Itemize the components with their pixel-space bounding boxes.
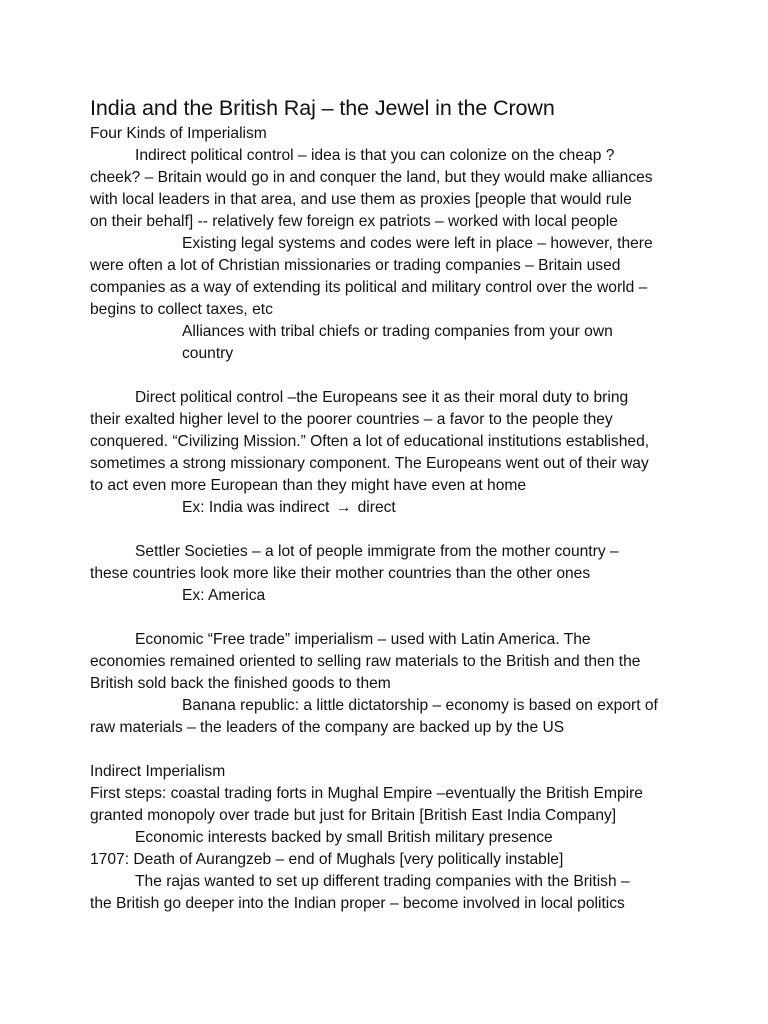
text-line: British sold back the finished goods to them (90, 675, 391, 692)
text-line: Direct political control –the Europeans see it as their moral duty to bring (135, 389, 629, 406)
blank-line (90, 519, 690, 541)
text-line: cheek? – Britain would go in and conquer the land, but they would make alliances (90, 169, 653, 186)
line-text: Ex: India was indirect (182, 499, 330, 516)
blank-line (90, 607, 690, 629)
right-arrow-icon: → (335, 499, 352, 516)
text-line: on their behalf] -- relatively few foreign ex patriots – worked with local people (90, 213, 618, 230)
line-text: direct (357, 499, 396, 516)
text-line: Ex: America (182, 587, 266, 604)
document-body (90, 94, 690, 915)
text-line: Four Kinds of Imperialism (90, 125, 267, 142)
text-line: companies as a way of extending its political and military control over the world – (90, 279, 648, 296)
text-line: Economic interests backed by small British military presence (135, 829, 553, 846)
text-line: conquered. “Civilizing Mission.” Often a lot of educational institutions established, (90, 433, 650, 450)
text-line: Banana republic: a little dictatorship – economy is based on export of (182, 697, 658, 714)
text-line: First steps: coastal trading forts in Mughal Empire –eventually the British Empire (90, 785, 643, 802)
text-line: Alliances with tribal chiefs or trading companies from your own (182, 323, 613, 340)
text-line: with local leaders in that area, and use them as proxies [people that would rule (90, 191, 632, 208)
text-line: granted monopoly over trade but just for Britain [British East India Company] (90, 807, 617, 824)
text-line: Indirect political control – idea is that you can colonize on the cheap ? (135, 147, 615, 164)
text-line: economies remained oriented to selling raw materials to the British and then the (90, 653, 641, 670)
text-line: their exalted higher level to the poorer countries – a favor to the people they (90, 411, 613, 428)
blank-line (90, 365, 690, 387)
text-line: raw materials – the leaders of the company are backed up by the US (90, 719, 565, 736)
text-line: 1707: Death of Aurangzeb – end of Mughals [very politically instable] (90, 851, 564, 868)
text-line: The rajas wanted to set up different trading companies with the British – (135, 873, 630, 890)
text-line: Settler Societies – a lot of people immigrate from the mother country – (135, 543, 619, 560)
text-line: the British go deeper into the Indian proper – become involved in local politics (90, 895, 625, 912)
text-line: begins to collect taxes, etc (90, 301, 273, 318)
text-line: these countries look more like their mother countries than the other ones (90, 565, 591, 582)
text-line: to act even more European than they might have even at home (90, 477, 527, 494)
page-title: India and the British Raj – the Jewel in the Crown (90, 96, 555, 120)
text-line: Existing legal systems and codes were left in place – however, there (182, 235, 653, 252)
blank-line (90, 739, 690, 761)
text-line: Economic “Free trade” imperialism – used with Latin America. The (135, 631, 591, 648)
text-line (90, 497, 690, 519)
document-lines (90, 123, 690, 915)
text-line: Indirect Imperialism (90, 763, 226, 780)
text-line: country (182, 345, 234, 362)
text-line: sometimes a strong missionary component. The Europeans went out of their way (90, 455, 649, 472)
text-line: were often a lot of Christian missionaries or trading companies – Britain used (90, 257, 621, 274)
